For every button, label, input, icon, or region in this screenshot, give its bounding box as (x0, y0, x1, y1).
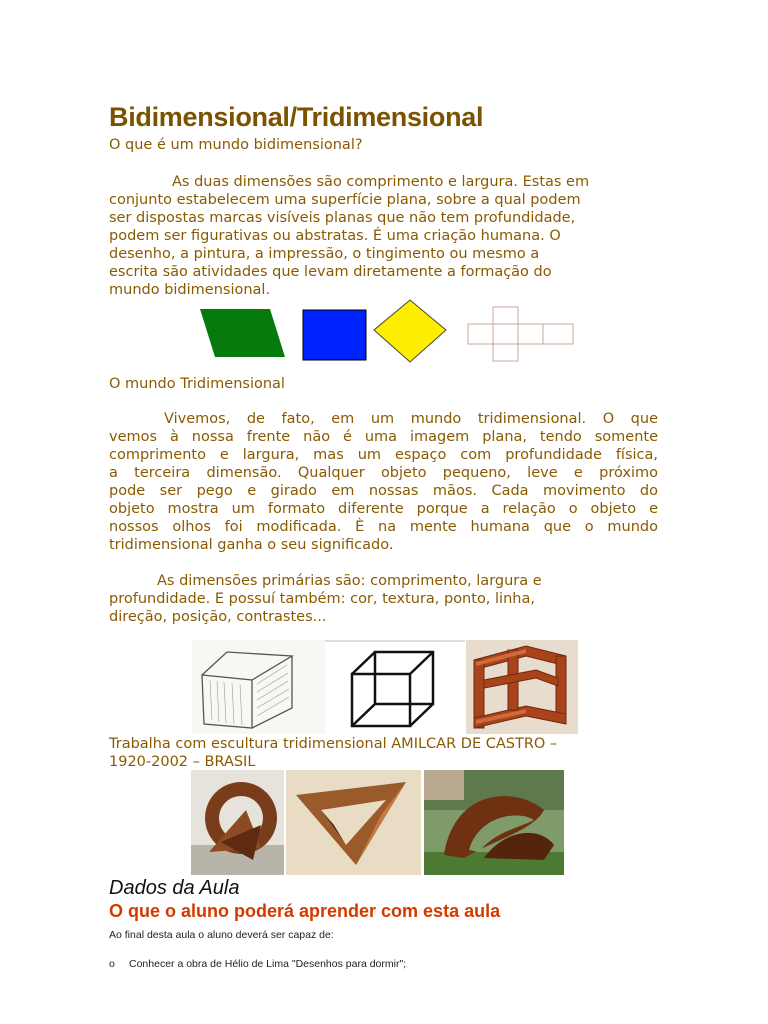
heading-3d: O mundo Tridimensional (109, 376, 285, 392)
text-line: tridimensional ganha o seu significado. (109, 537, 394, 553)
text-line: vemos à nossa frente não é uma imagem plana, tendo somente (109, 429, 658, 445)
text-line: desenho, a pintura, a impressão, o tingimento ou mesmo a (109, 246, 540, 262)
section-heading-aprender: O que o aluno poderá aprender com esta aula (109, 901, 501, 921)
list-item-text: Conhecer a obra de Hélio de Lima "Desenhos para dormir"; (129, 958, 407, 970)
sketch-cube-image (192, 640, 325, 734)
sculpture-photo-2 (286, 770, 421, 875)
text-line: mundo bidimensional. (109, 282, 271, 298)
diamond-shape (374, 300, 446, 362)
parallelogram-shape (200, 309, 285, 357)
bullet-marker: o (109, 958, 115, 970)
text-line: direção, posição, contrastes... (109, 609, 327, 625)
page-title: Bidimensional/Tridimensional (109, 102, 484, 132)
text-line: conjunto estabelecem uma superfície plana, sobre a qual podem (109, 192, 581, 208)
paragraph-dimensions (109, 572, 629, 626)
sculpture-caption (109, 735, 557, 771)
sculpture-photo-1 (191, 770, 284, 875)
text-line: 1920-2002 – BRASIL (109, 754, 256, 770)
text-line: ser dispostas marcas visíveis planas que não tem profundidade, (109, 210, 576, 226)
text-line: profundidade. E possuí também: cor, textura, ponto, linha, (109, 591, 535, 607)
text-line: comprimento e largura, mas um espaço com profundidade física, (109, 447, 658, 463)
text-line: As dimensões primárias são: comprimento, largura e (157, 573, 542, 589)
paragraph-3d (109, 410, 658, 554)
text-line: escrita são atividades que levam diretamente a formação do (109, 264, 552, 280)
wire-cube-image (325, 640, 465, 734)
text-line: pode ser pego e girado em nossas mãos. Cada movimento do (109, 483, 658, 499)
text-line: a terceira dimensão. Qualquer objeto pequeno, leve e próximo (109, 465, 658, 481)
text-line: objeto mostra um formato diferente porque a relação o objeto e (109, 501, 658, 517)
text-line: nossos olhos foi modificada. È na mente humana que o mundo (109, 519, 658, 535)
cube-net-shape (468, 307, 573, 361)
sculpture-photo-3 (424, 770, 564, 875)
square-shape (303, 310, 366, 360)
section-heading-dados: Dados da Aula (109, 877, 240, 899)
shapes-2d-figure (195, 297, 580, 367)
text-line: Trabalha com escultura tridimensional AMILCAR DE CASTRO – (109, 736, 558, 752)
list-item (109, 958, 406, 970)
paragraph-2d (109, 173, 645, 299)
intro-line: Ao final desta aula o aluno deverá ser capaz de: (109, 929, 334, 941)
text-line: Vivemos, de fato, em um mundo tridimensional. O que (164, 411, 658, 427)
text-line: As duas dimensões são comprimento e largura. Estas em (172, 174, 590, 190)
subheading-2d: O que é um mundo bidimensional? (109, 137, 363, 153)
impossible-cube-image (466, 640, 578, 734)
text-line: podem ser figurativas ou abstratas. É uma criação humana. O (109, 228, 561, 244)
